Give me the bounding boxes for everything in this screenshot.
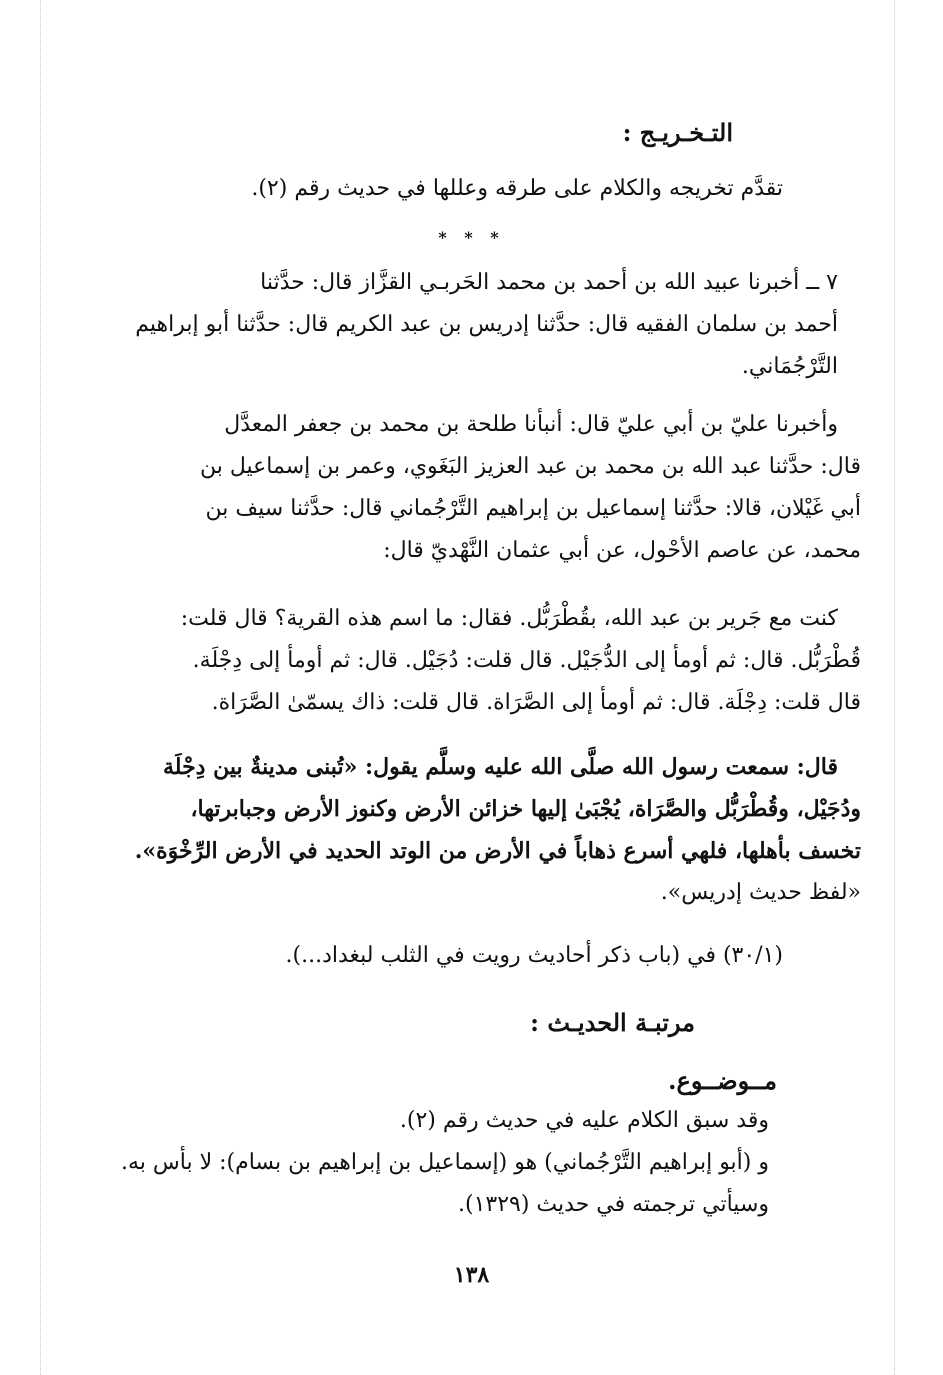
hadith-grade: مــوضــوع. [668, 1066, 777, 1095]
rutba-heading: مرتبـة الحديـث : [530, 1008, 695, 1037]
text-line: ٧ ــ أخبرنا عبيد الله بن أحمد بن محمد الحَربـي القزَّاز قال: حدَّثنا [260, 270, 838, 295]
isnad-paragraph-1 [82, 262, 838, 388]
text-line: ودُجَيْل، وقُطْرَبُّل والصَّرَاة، يُجْبَىٰ إليها خزائن الأرض وكنوز الأرض وجبابرتها، [190, 796, 861, 822]
text-line: أحمد بن سلمان الفقيه قال: حدَّثنا إدريس بن عبد الكريم قال: حدَّثنا أبو إبراهيم [135, 312, 838, 337]
text-line: قال: سمعت رسول الله صلَّى الله عليه وسلَّم يقول: «تُبنى مدينةٌ بين دِجْلَة [162, 754, 838, 780]
scan-edge-left [40, 0, 41, 1375]
text-line: أبي غَيْلان، قالا: حدَّثنا إسماعيل بن إبراهيم التَّرْجُماني قال: حدَّثنا سيف بن [205, 496, 861, 521]
matn-paragraph-2 [82, 746, 861, 914]
text-line: وسيأتي ترجمته في حديث (١٣٢٩). [458, 1192, 769, 1217]
matn-paragraph-1 [82, 598, 861, 724]
rutba-text [82, 1100, 861, 1226]
text-line: قال قلت: دِجْلَة. قال: ثم أومأ إلى الصَّرَاة. قال قلت: ذاك يسمّىٰ الصَّرَاة. [211, 690, 861, 715]
text-line: تخسف بأهلها، فلهي أسرع ذهاباً في الأرض من الوتد الحديد في الأرض الرِّخْوَة». [134, 838, 861, 864]
text-line: كنت مع جَرير بن عبد الله، بقُطْرَبُّل. فقال: ما اسم هذه القرية؟ قال قلت: [180, 606, 838, 631]
text-line: وأخبرنا عليّ بن أبي عليّ قال: أنبأنا طلحة بن محمد بن جعفر المعدَّل [224, 412, 838, 437]
text-line: التَّرْجُمَاني. [741, 354, 838, 379]
text-line: قُطْرَبُّل. قال: ثم أومأ إلى الدُّجَيْل. قال قلت: دُجَيْل. قال: ثم أومأ إلى دِجْلَة. [192, 648, 861, 673]
takhrij-line: تقدَّم تخريجه والكلام على طرقه وعللها في حديث رقم (٢). [251, 176, 783, 201]
text-line: محمد، عن عاصم الأحْول، عن أبي عثمان النَّهْديّ قال: [383, 538, 861, 563]
text-line: وقد سبق الكلام عليه في حديث رقم (٢). [399, 1108, 769, 1133]
text-line: (٣٠/١) في (باب ذكر أحاديث رويت في الثلب لبغداد...). [285, 943, 783, 968]
text-line: «لفظ حديث إدريس». [660, 880, 861, 905]
takhrij-heading: التـخـريـج : [622, 118, 733, 147]
takhrij-text [82, 168, 783, 210]
text-line: و (أبو إبراهيم التَّرْجُماني) هو (إسماعيل بن إبراهيم بن بسام): لا بأس به. [120, 1150, 769, 1175]
page-number: ١٣٨ [453, 1262, 490, 1288]
source-reference [82, 935, 783, 977]
text-line: قال: حدَّثنا عبد الله بن محمد بن عبد العزيز البَغَوي، وعمر بن إسماعيل بن [200, 454, 861, 479]
scan-edge-right [894, 0, 895, 1375]
section-separator: * * * [438, 228, 505, 247]
isnad-paragraph-2 [82, 404, 861, 572]
